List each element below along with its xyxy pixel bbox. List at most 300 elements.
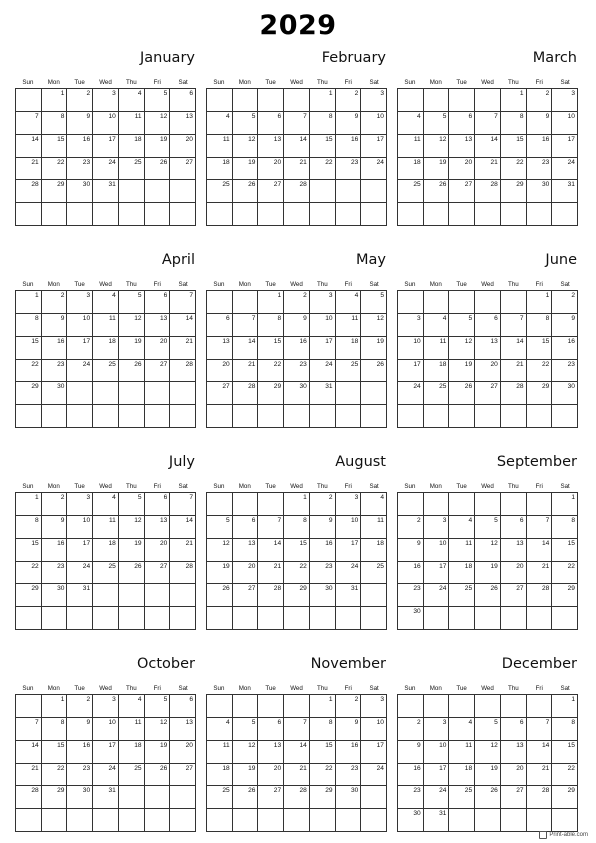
day-number: 16 <box>413 764 421 772</box>
day-number: 27 <box>273 787 282 795</box>
weekday-label: Wed <box>481 281 494 288</box>
day-cell <box>501 493 527 516</box>
day-number: 9 <box>354 112 359 120</box>
day-number: 15 <box>299 539 307 547</box>
day-number: 21 <box>248 360 256 368</box>
day-cell <box>501 607 527 630</box>
day-cell <box>93 539 119 562</box>
day-cell <box>501 516 527 539</box>
day-cell <box>16 786 42 809</box>
day-cell <box>258 135 284 158</box>
day-number: 5 <box>226 516 230 524</box>
day-number: 19 <box>376 337 384 345</box>
day-cell <box>145 382 171 405</box>
day-cell <box>527 314 553 337</box>
day-number: 20 <box>185 741 193 749</box>
day-cell <box>527 180 553 203</box>
day-cell <box>16 584 42 607</box>
day-number: 3 <box>442 516 447 524</box>
day-number: 26 <box>159 764 168 772</box>
day-cell <box>398 158 424 181</box>
day-number: 7 <box>189 494 193 501</box>
day-cell <box>398 695 424 718</box>
day-cell <box>170 314 196 337</box>
day-cell <box>67 291 93 314</box>
day-number: 23 <box>350 764 359 772</box>
day-number: 30 <box>541 181 550 189</box>
day-number: 22 <box>325 764 333 772</box>
day-cell <box>310 562 336 585</box>
day-number: 30 <box>350 787 359 795</box>
day-cell <box>552 135 578 158</box>
day-cell <box>67 180 93 203</box>
day-cell <box>233 135 259 158</box>
day-number: 5 <box>163 90 168 97</box>
weekday-label: Fri <box>153 281 161 288</box>
weekday-label: Tue <box>265 79 276 86</box>
weekday-label: Fri <box>535 79 543 86</box>
day-cell <box>310 584 336 607</box>
day-cell <box>207 360 233 383</box>
weekday-label: Sat <box>369 483 379 490</box>
day-number: 22 <box>567 764 575 772</box>
day-number: 19 <box>159 135 168 143</box>
day-cell <box>527 607 553 630</box>
day-cell <box>284 764 310 787</box>
month-title: October <box>136 656 195 672</box>
day-cell <box>207 135 233 158</box>
day-cell <box>361 135 387 158</box>
day-number: 15 <box>273 337 282 345</box>
day-cell <box>310 405 336 428</box>
day-cell <box>449 112 475 135</box>
day-cell <box>42 786 68 809</box>
day-cell <box>552 203 578 226</box>
day-number: 15 <box>567 741 575 749</box>
weekday-label: Sat <box>178 79 188 86</box>
day-number: 22 <box>31 562 39 570</box>
day-cell <box>119 809 145 832</box>
day-cell <box>424 516 450 539</box>
day-cell <box>501 809 527 832</box>
day-cell <box>207 516 233 539</box>
day-cell <box>16 516 42 539</box>
day-cell <box>67 382 93 405</box>
day-number: 23 <box>325 562 333 570</box>
day-number: 26 <box>134 562 142 570</box>
day-number: 6 <box>519 516 524 524</box>
day-cell <box>424 493 450 516</box>
weekday-label: Thu <box>126 685 137 692</box>
day-cell <box>207 203 233 226</box>
day-cell <box>258 112 284 135</box>
day-cell <box>449 718 475 741</box>
day-number: 20 <box>273 764 282 772</box>
day-number: 21 <box>516 360 524 368</box>
day-number: 20 <box>159 337 168 345</box>
day-cell <box>310 360 336 383</box>
day-number: 8 <box>328 718 333 726</box>
day-number: 31 <box>567 181 575 189</box>
day-cell <box>449 764 475 787</box>
day-cell <box>119 382 145 405</box>
month-june <box>397 252 578 430</box>
day-number: 1 <box>571 696 575 703</box>
day-number: 20 <box>159 539 168 547</box>
day-cell <box>119 786 145 809</box>
day-number: 9 <box>571 314 575 322</box>
day-number: 7 <box>545 718 550 726</box>
day-number: 23 <box>541 158 550 166</box>
day-cell <box>449 180 475 203</box>
day-cell <box>398 539 424 562</box>
day-number: 4 <box>417 112 421 120</box>
day-number: 28 <box>185 562 193 570</box>
day-number: 12 <box>464 337 473 345</box>
weekday-label: Fri <box>153 79 161 86</box>
day-cell <box>398 493 424 516</box>
month-august <box>206 454 387 632</box>
day-cell <box>398 360 424 383</box>
day-number: 12 <box>490 741 498 749</box>
day-number: 1 <box>519 90 524 97</box>
day-cell <box>527 405 553 428</box>
day-number: 14 <box>273 539 282 547</box>
day-number: 24 <box>439 585 447 593</box>
day-cell <box>475 180 501 203</box>
month-july <box>15 454 196 632</box>
day-cell <box>233 493 259 516</box>
day-cell <box>145 314 171 337</box>
day-cell <box>258 584 284 607</box>
day-number: 22 <box>273 360 282 368</box>
day-cell <box>501 562 527 585</box>
weekday-label: Sun <box>404 685 416 692</box>
weekday-label: Tue <box>265 281 276 288</box>
day-cell <box>552 516 578 539</box>
day-number: 26 <box>439 181 447 189</box>
day-cell <box>207 291 233 314</box>
day-cell <box>475 809 501 832</box>
weekday-label: Mon <box>238 281 251 288</box>
day-cell <box>475 607 501 630</box>
day-cell <box>258 764 284 787</box>
day-cell <box>449 135 475 158</box>
day-cell <box>475 695 501 718</box>
day-cell <box>398 718 424 741</box>
day-cell <box>449 786 475 809</box>
day-number: 26 <box>490 787 498 795</box>
day-number: 27 <box>222 383 230 391</box>
day-number: 4 <box>380 494 384 501</box>
day-cell <box>42 360 68 383</box>
day-cell <box>16 112 42 135</box>
weekday-label: Thu <box>126 281 137 288</box>
day-number: 13 <box>516 539 524 547</box>
day-number: 2 <box>571 292 575 299</box>
day-number: 19 <box>159 741 168 749</box>
day-cell <box>258 786 284 809</box>
day-cell <box>398 562 424 585</box>
weekday-label: Thu <box>317 281 328 288</box>
day-number: 2 <box>86 696 91 703</box>
day-number: 31 <box>82 585 91 593</box>
day-number: 12 <box>376 314 384 322</box>
day-cell <box>119 135 145 158</box>
day-number: 22 <box>325 158 333 166</box>
day-number: 10 <box>439 539 447 547</box>
day-cell <box>119 764 145 787</box>
day-cell <box>67 718 93 741</box>
day-cell <box>258 291 284 314</box>
day-cell <box>258 360 284 383</box>
day-cell <box>284 741 310 764</box>
day-number: 1 <box>571 494 575 501</box>
day-number: 8 <box>35 314 39 322</box>
day-cell <box>552 158 578 181</box>
day-cell <box>449 695 475 718</box>
day-cell <box>552 89 578 112</box>
day-number: 16 <box>567 337 575 345</box>
day-grid <box>397 694 578 832</box>
day-cell <box>145 718 171 741</box>
day-cell <box>170 337 196 360</box>
weekday-label: Mon <box>47 281 60 288</box>
day-number: 7 <box>277 516 282 524</box>
weekday-label: Wed <box>99 281 112 288</box>
day-number: 9 <box>417 741 421 749</box>
day-number: 20 <box>516 562 524 570</box>
day-number: 2 <box>354 696 359 703</box>
day-cell <box>119 314 145 337</box>
day-cell <box>361 337 387 360</box>
day-number: 4 <box>112 494 116 501</box>
day-cell <box>552 291 578 314</box>
day-number: 15 <box>516 135 524 143</box>
day-cell <box>336 135 362 158</box>
day-cell <box>527 718 553 741</box>
day-cell <box>284 539 310 562</box>
day-cell <box>233 741 259 764</box>
day-cell <box>310 382 336 405</box>
day-number: 15 <box>325 135 333 143</box>
day-cell <box>93 291 119 314</box>
day-cell <box>170 180 196 203</box>
weekday-label: Tue <box>456 79 467 86</box>
day-cell <box>475 562 501 585</box>
day-cell <box>258 493 284 516</box>
day-number: 21 <box>31 764 39 772</box>
weekday-label: Sun <box>213 483 225 490</box>
day-cell <box>475 337 501 360</box>
weekday-label: Sat <box>560 685 570 692</box>
day-cell <box>449 360 475 383</box>
day-number: 23 <box>82 764 91 772</box>
weekday-label: Mon <box>429 685 442 692</box>
day-cell <box>233 382 259 405</box>
day-cell <box>361 741 387 764</box>
day-cell <box>424 741 450 764</box>
day-cell <box>336 337 362 360</box>
day-cell <box>207 539 233 562</box>
day-cell <box>170 158 196 181</box>
day-cell <box>310 493 336 516</box>
day-number: 21 <box>490 158 498 166</box>
day-cell <box>336 695 362 718</box>
day-cell <box>527 112 553 135</box>
day-cell <box>449 562 475 585</box>
day-number: 2 <box>417 718 421 726</box>
day-number: 18 <box>108 539 116 547</box>
day-number: 15 <box>541 337 550 345</box>
day-number: 10 <box>82 516 91 524</box>
day-cell <box>310 112 336 135</box>
day-cell <box>207 695 233 718</box>
day-cell <box>449 89 475 112</box>
weekday-label: Tue <box>74 79 85 86</box>
day-number: 6 <box>494 314 498 322</box>
day-cell <box>552 314 578 337</box>
day-number: 28 <box>541 585 550 593</box>
day-number: 30 <box>82 181 91 189</box>
day-cell <box>170 405 196 428</box>
day-number: 17 <box>325 337 333 345</box>
day-cell <box>336 493 362 516</box>
day-number: 11 <box>465 741 473 749</box>
day-cell <box>145 180 171 203</box>
day-cell <box>361 786 387 809</box>
day-cell <box>119 539 145 562</box>
day-cell <box>449 493 475 516</box>
day-cell <box>552 405 578 428</box>
day-number: 17 <box>82 337 91 345</box>
day-number: 12 <box>222 539 230 547</box>
day-number: 14 <box>541 741 550 749</box>
day-number: 16 <box>82 135 91 143</box>
day-number: 2 <box>545 90 550 97</box>
day-cell <box>475 584 501 607</box>
day-cell <box>361 89 387 112</box>
day-cell <box>501 718 527 741</box>
day-number: 7 <box>303 718 307 726</box>
day-cell <box>170 584 196 607</box>
day-cell <box>424 180 450 203</box>
day-cell <box>361 203 387 226</box>
day-number: 10 <box>325 314 333 322</box>
day-cell <box>310 180 336 203</box>
day-number: 10 <box>439 741 447 749</box>
day-cell <box>310 539 336 562</box>
weekday-label: Mon <box>238 483 251 490</box>
day-number: 3 <box>328 292 333 299</box>
day-cell <box>42 180 68 203</box>
day-number: 26 <box>464 383 473 391</box>
day-cell <box>475 382 501 405</box>
day-cell <box>258 516 284 539</box>
day-cell <box>284 89 310 112</box>
weekday-label: Fri <box>153 483 161 490</box>
day-cell <box>336 382 362 405</box>
weekday-label: Wed <box>481 483 494 490</box>
day-cell <box>475 786 501 809</box>
day-cell <box>284 493 310 516</box>
day-number: 9 <box>545 112 550 120</box>
day-cell <box>67 158 93 181</box>
day-cell <box>16 337 42 360</box>
day-grid <box>206 88 387 226</box>
weekday-label: Wed <box>99 483 112 490</box>
day-cell <box>284 180 310 203</box>
day-number: 27 <box>516 585 524 593</box>
day-number: 7 <box>35 112 39 120</box>
day-cell <box>424 718 450 741</box>
day-number: 16 <box>413 562 421 570</box>
day-cell <box>501 291 527 314</box>
day-cell <box>475 493 501 516</box>
day-number: 6 <box>468 112 473 120</box>
day-number: 24 <box>82 562 91 570</box>
day-number: 20 <box>490 360 498 368</box>
day-cell <box>42 809 68 832</box>
day-number: 22 <box>299 562 307 570</box>
day-cell <box>233 695 259 718</box>
day-number: 29 <box>567 787 575 795</box>
day-cell <box>67 741 93 764</box>
weekday-label: Thu <box>508 483 519 490</box>
day-cell <box>207 718 233 741</box>
day-cell <box>424 786 450 809</box>
weekday-label: Thu <box>317 685 328 692</box>
day-number: 18 <box>134 741 142 749</box>
day-cell <box>527 584 553 607</box>
day-cell <box>501 382 527 405</box>
day-cell <box>93 718 119 741</box>
day-cell <box>398 764 424 787</box>
day-cell <box>336 584 362 607</box>
day-number: 8 <box>277 314 282 322</box>
day-number: 1 <box>60 696 65 703</box>
day-number: 7 <box>303 112 307 120</box>
day-number: 29 <box>299 585 307 593</box>
day-cell <box>552 382 578 405</box>
day-number: 21 <box>299 158 307 166</box>
day-cell <box>361 539 387 562</box>
day-number: 20 <box>185 135 193 143</box>
day-cell <box>310 695 336 718</box>
day-cell <box>119 337 145 360</box>
day-cell <box>284 718 310 741</box>
day-cell <box>527 764 553 787</box>
weekday-label: Sat <box>560 483 570 490</box>
day-cell <box>336 405 362 428</box>
day-number: 22 <box>567 562 575 570</box>
day-number: 16 <box>541 135 550 143</box>
day-cell <box>42 516 68 539</box>
day-cell <box>170 382 196 405</box>
day-cell <box>475 203 501 226</box>
day-cell <box>170 562 196 585</box>
day-cell <box>449 291 475 314</box>
day-number: 7 <box>35 718 39 726</box>
day-cell <box>170 493 196 516</box>
day-cell <box>336 180 362 203</box>
day-cell <box>93 607 119 630</box>
day-cell <box>207 741 233 764</box>
day-number: 15 <box>325 741 333 749</box>
weekday-label: Mon <box>238 79 251 86</box>
day-cell <box>145 741 171 764</box>
day-cell <box>233 89 259 112</box>
